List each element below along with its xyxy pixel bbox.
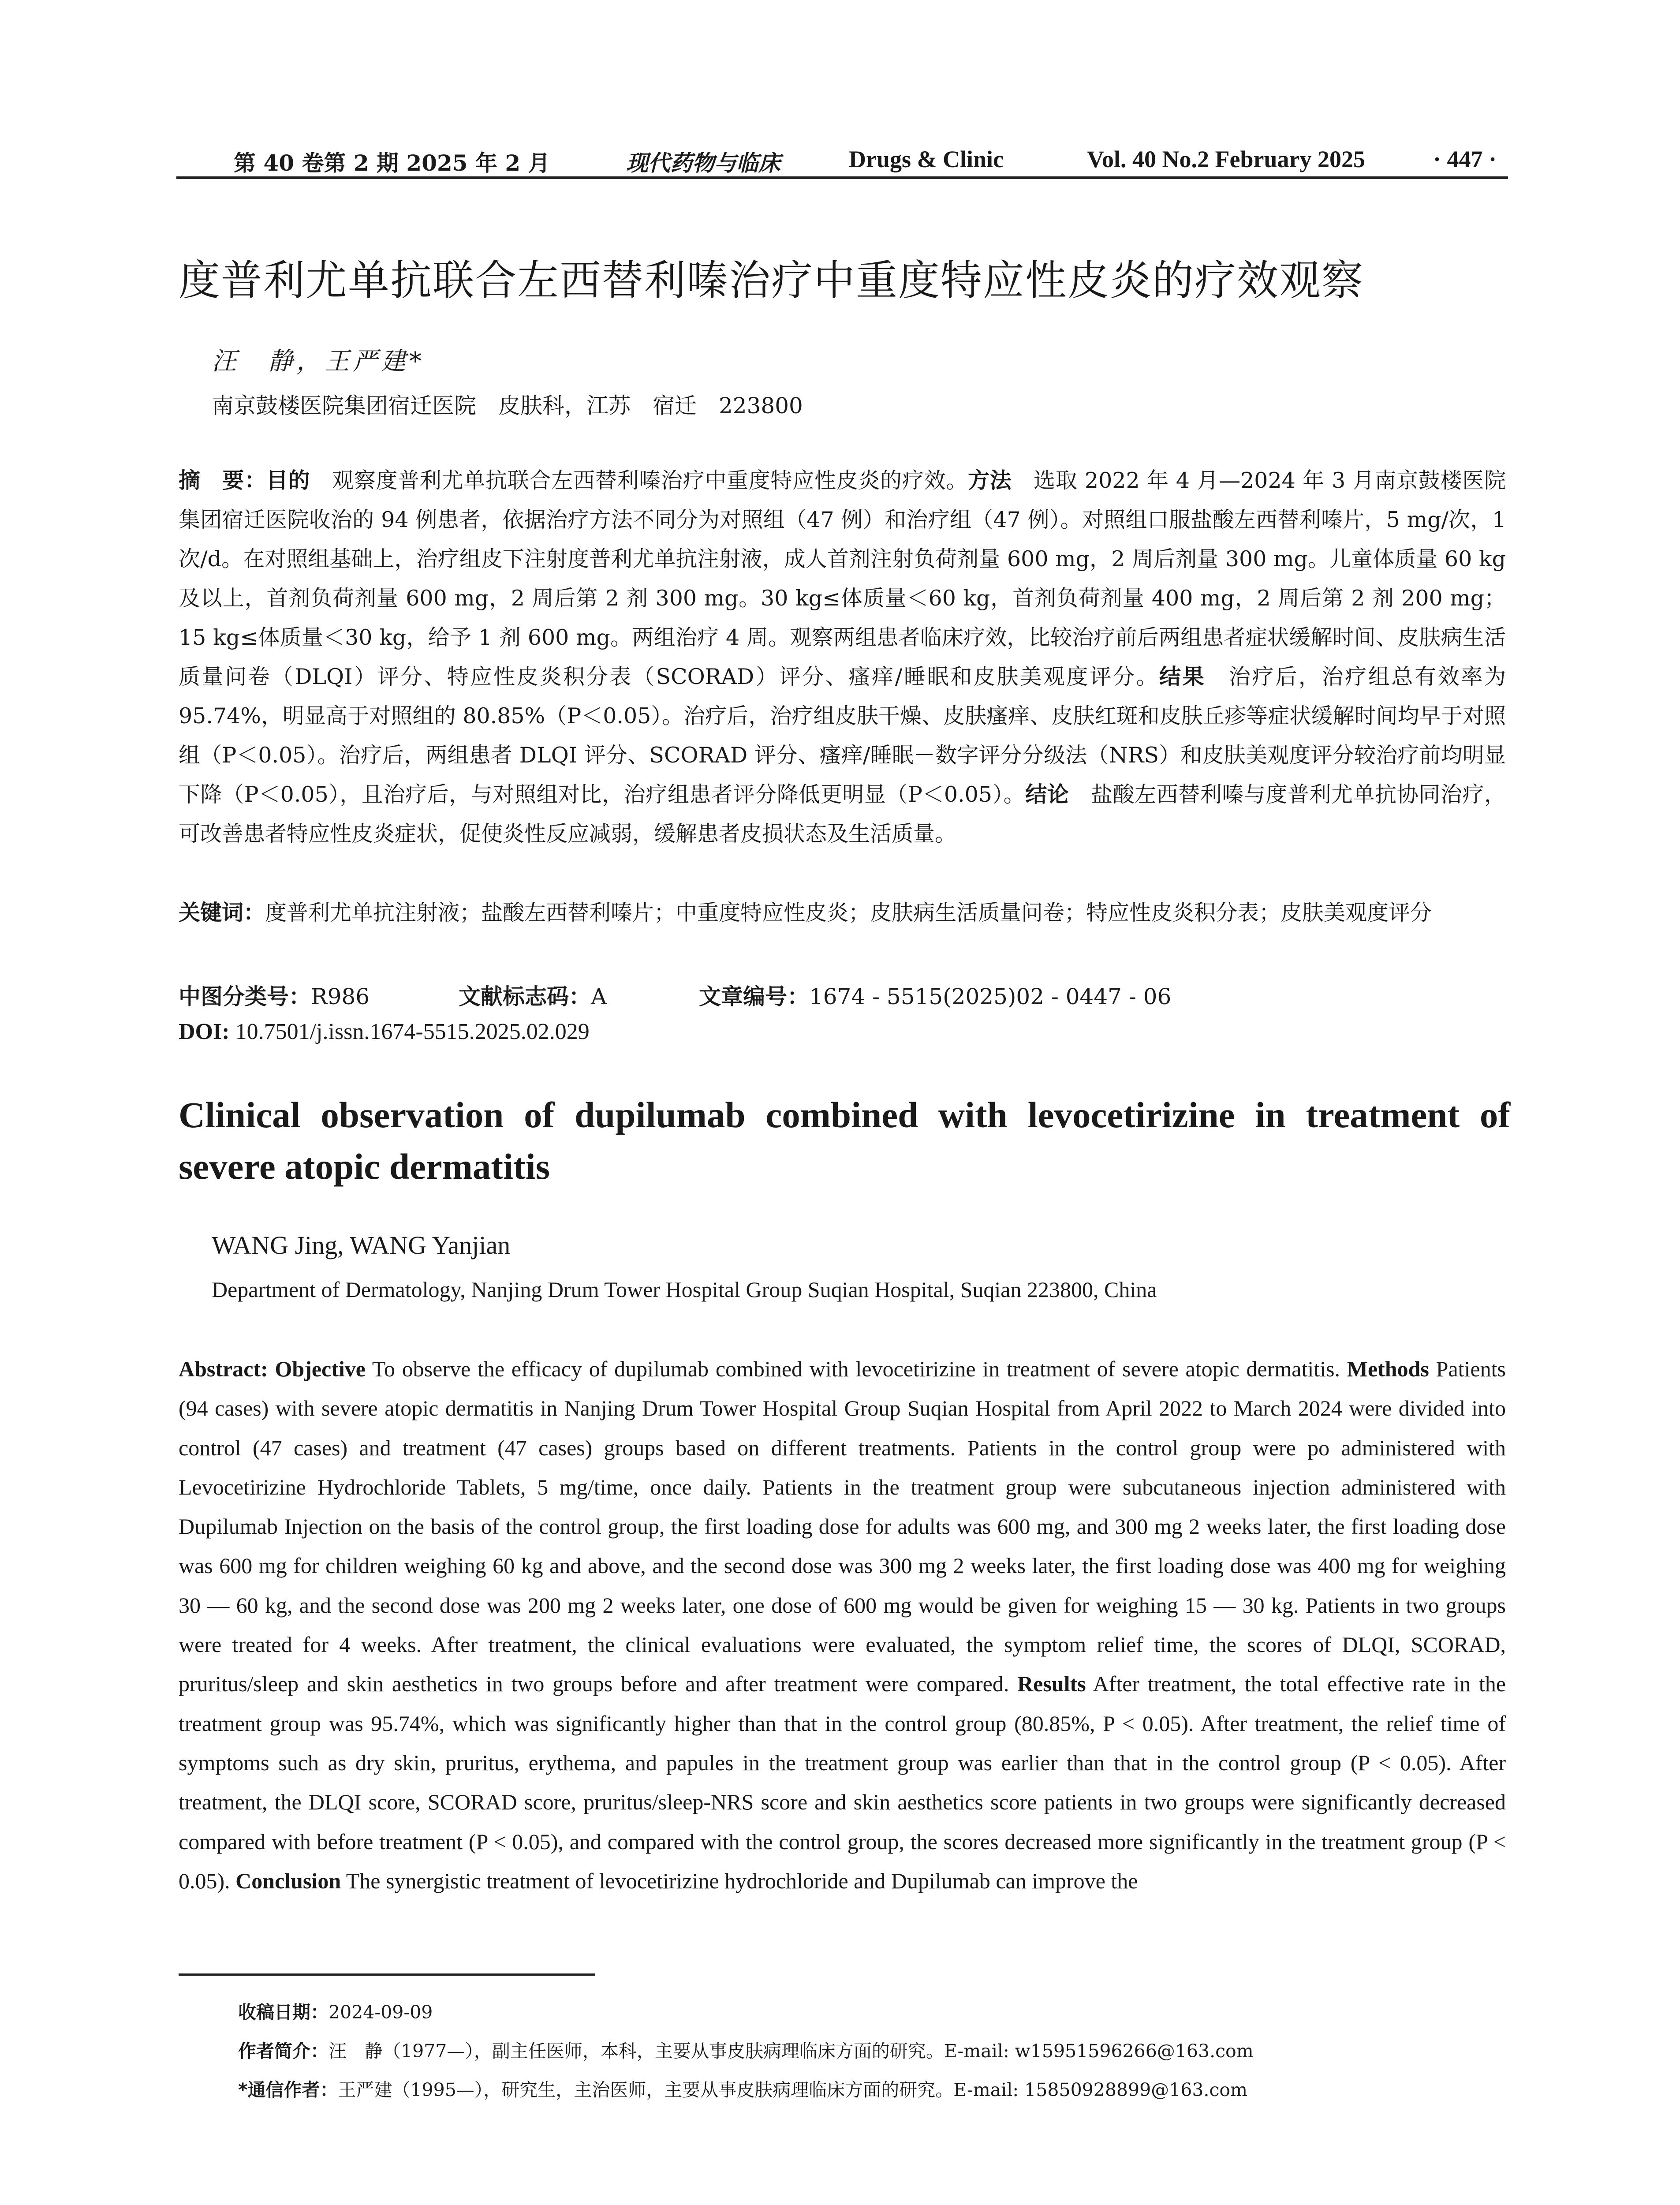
header-issue-en: Vol. 40 No.2 February 2025	[1087, 146, 1365, 172]
abstract-cn-label: 摘 要：	[179, 468, 266, 493]
conclusion-label-en: Conclusion	[235, 1868, 341, 1893]
objective-text-cn: 观察度普利尤单抗联合左西替利嗪治疗中重度特应性皮炎的疗效。	[310, 468, 968, 493]
results-label-cn: 结果	[1159, 664, 1206, 689]
doc-code-label: 文献标志码：	[459, 984, 591, 1009]
received-date: 2024-09-09	[329, 2002, 433, 2023]
results-text-en: After treatment, the total effective rate in the treatment group was 95.74%, which was significantly higher than that in the control group (80.85%, P < 0.05). After treatment, the relief time of symptoms such as dry skin, pruritus, erythema, and papules in the treatment group was earlier than that in the control group (P < 0.05). After treatment, the DLQI score, SCORAD score, pruritus/sleep-NRS score and skin aesthetics score patients in two groups were significantly decreased compared with before treatment (P < 0.05), and compared with the control group, the scores decreased more significantly in the treatment group (P < 0.05).	[179, 1671, 1506, 1893]
affiliation-cn: 南京鼓楼医院集团宿迁医院 皮肤科，江苏 宿迁 223800	[212, 393, 803, 419]
bio-label: 作者简介：	[238, 2041, 329, 2062]
methods-text-en: Patients (94 cases) with severe atopic dermatitis in Nanjing Drum Tower Hospital Group Suqian Hospital from April 2022 to March 2024 were divided into control (47 cases) and treatment (47 cases) groups based on different treatments. Patients in the control group were po administered with Levocetirizine Hydrochloride Tablets, 5 mg/time, once daily. Patients in the treatment group were subcutaneous injection administered with Dupilumab Injection on the basis of the control group, the first loading dose for adults was 600 mg, and 300 mg 2 weeks later, the first loading dose was 600 mg for children weighing 60 kg and above, and the second dose was 300 mg 2 weeks later, the first loading dose was 400 mg for weighing 30 — 60 kg, and the second dose was 200 mg 2 weeks later, one dose of 600 mg would be given for weighing 15 — 30 kg. Patients in two groups were treated for 4 weeks. After treatment, the clinical evaluations were evaluated, the symptom relief time, the scores of DLQI, SCORAD, pruritus/sleep and skin aesthetics in two groups before and after treatment were compared.	[179, 1357, 1506, 1697]
conclusion-text-cn: 盐酸左西替利嗪与度普利尤单抗协同治疗，可改善患者特应性皮炎症状，促使炎性反应减弱，缓解患者皮损状态及生活质量。	[179, 782, 1506, 846]
doc-code-line	[459, 979, 607, 1011]
received-label: 收稿日期：	[238, 2002, 329, 2023]
doi-label: DOI:	[179, 1019, 230, 1044]
objective-label-en: Objective	[275, 1357, 366, 1381]
keywords-cn	[179, 893, 1506, 932]
affiliation-en: Department of Dermatology, Nanjing Drum Tower Hospital Group Suqian Hospital, Suqian 223800, China	[212, 1277, 1157, 1302]
methods-label-cn: 方法	[968, 468, 1012, 493]
abstract-en-label: Abstract:	[179, 1357, 275, 1381]
footnote-corresponding-author	[238, 2075, 1247, 2101]
footnote-rule	[179, 1973, 595, 1976]
title-cn: 度普利尤单抗联合左西替利嗪治疗中重度特应性皮炎的疗效观察	[179, 257, 1364, 305]
article-number-value: 1674 - 5515(2025)02 - 0447 - 06	[809, 984, 1172, 1009]
article-number-label: 文章编号：	[699, 984, 809, 1009]
classification-line	[179, 979, 370, 1011]
authors-cn: 汪 静，王严建*	[212, 347, 425, 376]
methods-text-cn: 选取 2022 年 4 月—2024 年 3 月南京鼓楼医院集团宿迁医院收治的 94 例患者，依据治疗方法不同分为对照组（47 例）和治疗组（47 例）。对照组口服盐酸左西替利嗪片，5 mg/次，1 次/d。在对照组基础上，治疗组皮下注射度普利尤单抗注射液，成人首剂注射负荷剂量 600 mg，2 周后剂量 300 mg。儿童体质量 60 kg 及以上，首剂负荷剂量 600 mg，2 周后第 2 剂 300 mg。30 kg≤体质量＜60 kg，首剂负荷剂量 400 mg，2 周后第 2 剂 200 mg；15 kg≤体质量＜30 kg，给予 1 剂 600 mg。两组治疗 4 周。观察两组患者临床疗效，比较治疗前后两组患者症状缓解时间、皮肤病生活质量问卷（DLQI）评分、特应性皮炎积分表（SCORAD）评分、瘙痒/睡眠和皮肤美观度评分。	[179, 468, 1506, 689]
keywords-label-cn: 关键词：	[179, 900, 265, 925]
article-number-line	[699, 979, 1171, 1011]
doi-value: 10.7501/j.issn.1674-5515.2025.02.029	[229, 1019, 590, 1044]
header-issue-cn: 第 40 卷第 2 期 2025 年 2 月	[234, 150, 550, 176]
methods-label-en: Methods	[1347, 1357, 1429, 1381]
objective-text-en: To observe the efficacy of dupilumab combined with levocetirizine in treatment of severe atopic dermatitis.	[365, 1357, 1347, 1381]
results-label-en: Results	[1017, 1671, 1086, 1697]
objective-label-cn: 目的	[266, 468, 310, 493]
results-text-cn: 治疗后，治疗组总有效率为 95.74%，明显高于对照组的 80.85%（P＜0.05）。治疗后，治疗组皮肤干燥、皮肤瘙痒、皮肤红斑和皮肤丘疹等症状缓解时间均早于对照组（P＜0.05）。治疗后，两组患者 DLQI 评分、SCORAD 评分、瘙痒/睡眠－数字评分分级法（NRS）和皮肤美观度评分较治疗前均明显下降（P＜0.05），且治疗后，与对照组对比，治疗组患者评分降低更明显（P＜0.05）。	[179, 664, 1506, 807]
doc-code-value: A	[591, 984, 607, 1009]
corresponding-label: *通信作者：	[238, 2079, 338, 2100]
title-en: Clinical observation of dupilumab combined with levocetirizine in treatment of severe atopic dermatitis	[179, 1095, 1510, 1187]
authors-en: WANG Jing, WANG Yanjian	[212, 1231, 511, 1259]
header-journal-cn: 现代药物与临床	[626, 150, 780, 176]
header-journal-en: Drugs & Clinic	[849, 146, 1004, 172]
header-page-number: · 447 ·	[1433, 146, 1497, 172]
clc-label: 中图分类号：	[179, 984, 311, 1009]
corresponding-text: 王严建（1995—），研究生，主治医师，主要从事皮肤病理临床方面的研究。E-mail: 15850928899@163.com	[338, 2079, 1247, 2100]
conclusion-label-cn: 结论	[1025, 782, 1069, 807]
conclusion-text-en: The synergistic treatment of levocetirizine hydrochloride and Dupilumab can improve the	[341, 1868, 1138, 1893]
footnote-received	[238, 1998, 433, 2024]
bio-text: 汪 静（1977—），副主任医师，本科，主要从事皮肤病理临床方面的研究。E-mail: w15951596266@163.com	[329, 2041, 1254, 2062]
doi-line	[179, 1019, 590, 1045]
abstract-en	[179, 1349, 1506, 1901]
abstract-cn	[179, 461, 1506, 853]
header-rule	[176, 176, 1508, 179]
footnote-author-bio	[238, 2037, 1254, 2063]
clc-value: R986	[311, 984, 370, 1009]
keywords-text-cn: 度普利尤单抗注射液；盐酸左西替利嗪片；中重度特应性皮炎；皮肤病生活质量问卷；特应性皮炎积分表；皮肤美观度评分	[265, 900, 1432, 925]
